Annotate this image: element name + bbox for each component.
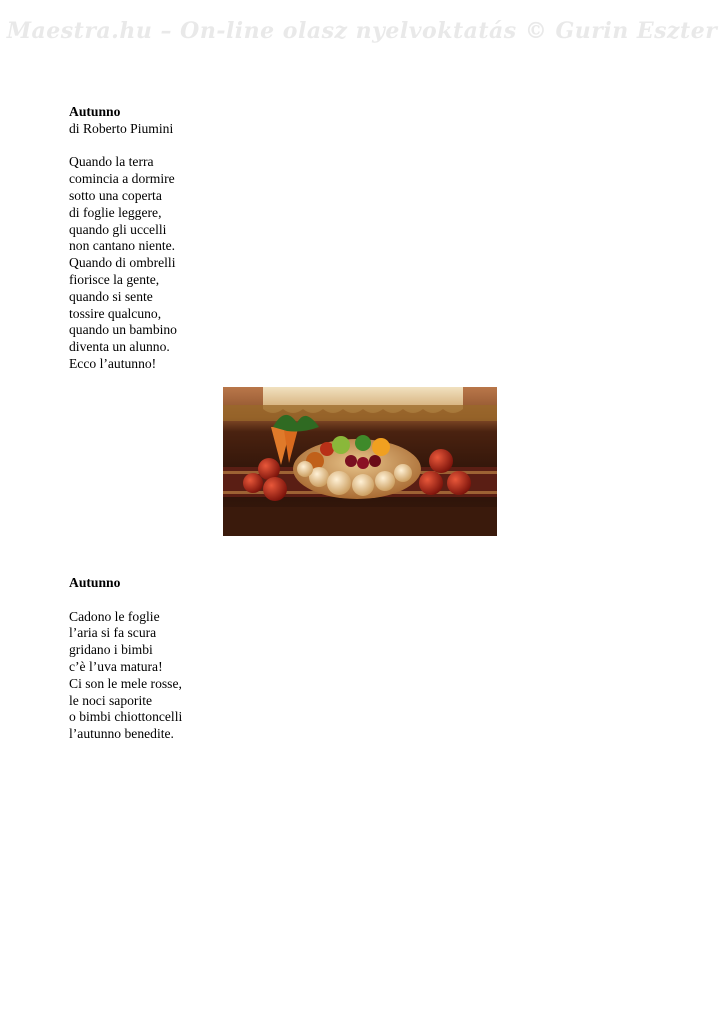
poem-line: Cadono le foglie bbox=[69, 608, 160, 624]
poem-line: non cantano niente. bbox=[69, 238, 176, 254]
poem-line: quando si sente bbox=[69, 288, 153, 304]
poem-line: l’autunno benedite. bbox=[69, 726, 174, 742]
watermark: Maestra.hu – On-line olasz nyelvoktatás © Gurin Eszter bbox=[6, 18, 718, 44]
poem-line: fiorisce la gente, bbox=[69, 271, 160, 287]
poem-1-author: di Roberto Piumini bbox=[69, 120, 174, 136]
poem-2-title: Autunno bbox=[69, 575, 121, 590]
spacer bbox=[69, 138, 177, 155]
poem-line: Ecco l’autunno! bbox=[69, 355, 157, 371]
poem-line: c’è l’uva matura! bbox=[69, 658, 163, 674]
poem-line: o bimbi chiottoncelli bbox=[69, 709, 183, 725]
poem-line: l’aria si fa scura bbox=[69, 625, 157, 641]
poem-2 bbox=[69, 575, 182, 743]
poem-line: sotto una coperta bbox=[69, 187, 162, 203]
poem-line: le noci saporite bbox=[69, 692, 153, 708]
poem-line: Quando di ombrelli bbox=[69, 255, 176, 271]
poem-line: tossire qualcuno, bbox=[69, 305, 162, 321]
poem-line: quando un bambino bbox=[69, 322, 177, 338]
poem-line: Ci son le mele rosse, bbox=[69, 675, 182, 691]
poem-line: diventa un alunno. bbox=[69, 339, 170, 355]
spacer bbox=[69, 592, 182, 609]
autumn-fruit-photo bbox=[223, 387, 497, 536]
poem-line: Quando la terra bbox=[69, 154, 154, 170]
poem-1-title: Autunno bbox=[69, 104, 121, 119]
poem-line: gridano i bimbi bbox=[69, 642, 153, 658]
poem-line: comincia a dormire bbox=[69, 171, 175, 187]
poem-line: quando gli uccelli bbox=[69, 221, 167, 237]
poem-1 bbox=[69, 104, 177, 373]
poem-line: di foglie leggere, bbox=[69, 204, 162, 220]
